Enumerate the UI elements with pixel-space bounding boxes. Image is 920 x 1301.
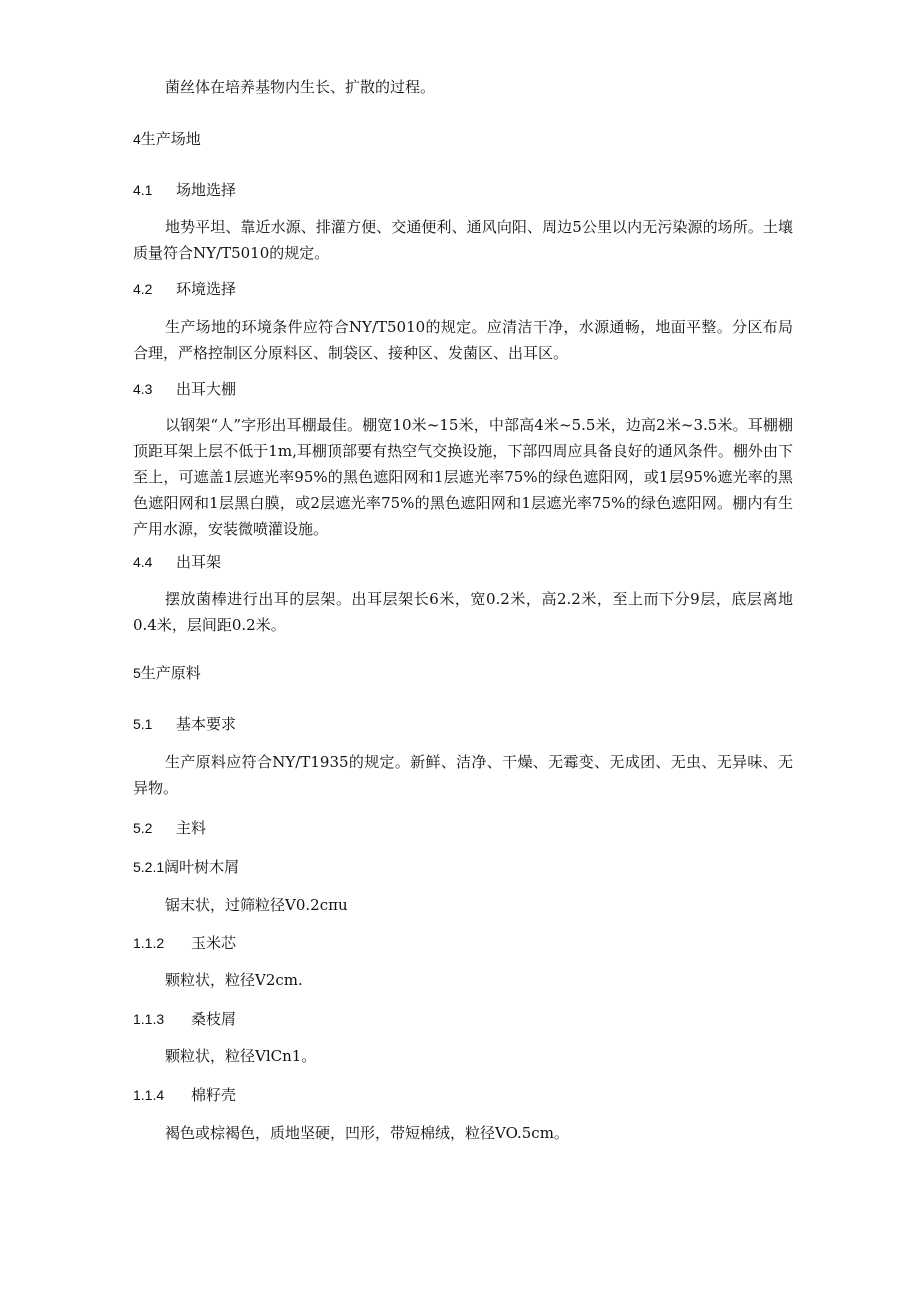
section-title: 棉籽壳 xyxy=(191,1086,237,1104)
chapter-number: 4 xyxy=(133,131,141,147)
intro-paragraph: 菌丝体在培养基物内生长、扩散的过程。 xyxy=(165,78,436,96)
section-1-1-3-heading xyxy=(133,1010,236,1028)
section-title: 环境选择 xyxy=(176,280,237,298)
section-title: 阔叶树木屑 xyxy=(164,858,240,876)
section-4-4-heading xyxy=(133,553,221,571)
section-number: 5.2.1 xyxy=(133,859,165,875)
section-1-1-2-paragraph: 颗粒状，粒径V2cm. xyxy=(165,971,303,989)
section-title: 场地选择 xyxy=(176,181,237,199)
section-number: 4.3 xyxy=(133,381,153,397)
chapter-4-heading xyxy=(133,130,201,148)
section-5-2-1-heading xyxy=(133,858,239,876)
section-title: 玉米芯 xyxy=(191,934,237,952)
section-number: 4.1 xyxy=(133,182,153,198)
section-5-1-paragraph: 生产原料应符合NY/T1935的规定。新鲜、洁净、干燥、无霉变、无成团、无虫、无异味、无异物。 xyxy=(133,753,793,797)
section-1-1-4-heading xyxy=(133,1086,236,1104)
section-4-1-heading xyxy=(133,181,236,199)
section-number: 1.1.3 xyxy=(133,1011,165,1027)
section-5-2-1-paragraph: 锯末状，过筛粒径V0.2cπu xyxy=(165,896,348,914)
chapter-number: 5 xyxy=(133,665,141,681)
section-number: 1.1.4 xyxy=(133,1087,165,1103)
section-1-1-3-paragraph: 颗粒状，粒径VlCn1。 xyxy=(165,1047,317,1065)
section-number: 5.2 xyxy=(133,820,153,836)
section-number: 5.1 xyxy=(133,716,153,732)
section-title: 出耳架 xyxy=(176,553,222,571)
section-4-3-paragraph: 以钢架“人”字形出耳棚最佳。棚宽10米~15米，中部高4米~5.5米，边高2米~3.5米。耳棚棚顶距耳架上层不低于1m,耳棚顶部要有热空气交换设施，下部四周应具备良好的通风条件。棚外由下至上，可遮盖1层遮光率95%的黑色遮阳网和1层遮光率75%的绿色遮阳网，或1层95%遮光率的黑色遮阳网和1层黑白膜，或2层遮光率75%的黑色遮阳网和1层遮光率75%的绿色遮阳网。棚内有生产用水源，安装微喷灌设施。 xyxy=(133,416,793,538)
section-title: 基本要求 xyxy=(176,715,237,733)
chapter-title: 生产场地 xyxy=(140,130,201,148)
section-4-2-heading xyxy=(133,280,236,298)
section-number: 1.1.2 xyxy=(133,935,165,951)
section-4-2-paragraph: 生产场地的环境条件应符合NY/T5010的规定。应清洁干净，水源通畅，地面平整。分区布局合理，严格控制区分原料区、制袋区、接种区、发菌区、出耳区。 xyxy=(133,318,793,362)
section-1-1-2-heading xyxy=(133,934,236,952)
section-4-1-paragraph: 地势平坦、靠近水源、排灌方便、交通便利、通风向阳、周边5公里以内无污染源的场所。土壤质量符合NY/T5010的规定。 xyxy=(133,218,793,262)
section-5-2-heading xyxy=(133,819,206,837)
section-1-1-4-paragraph: 褐色或棕褐色，质地坚硬，凹形，带短棉绒，粒径VO.5cm。 xyxy=(165,1124,569,1142)
section-4-4-paragraph: 摆放菌棒进行出耳的层架。出耳层架长6米，宽0.2米，高2.2米，至上而下分9层，底层离地0.4米，层间距0.2米。 xyxy=(133,590,793,634)
chapter-5-heading xyxy=(133,664,201,682)
section-4-3-heading xyxy=(133,380,236,398)
section-5-1-heading xyxy=(133,715,236,733)
section-title: 出耳大棚 xyxy=(176,380,237,398)
section-title: 主料 xyxy=(176,819,207,837)
chapter-title: 生产原料 xyxy=(140,664,201,682)
section-number: 4.4 xyxy=(133,554,153,570)
section-title: 桑枝屑 xyxy=(191,1010,237,1028)
section-number: 4.2 xyxy=(133,281,153,297)
